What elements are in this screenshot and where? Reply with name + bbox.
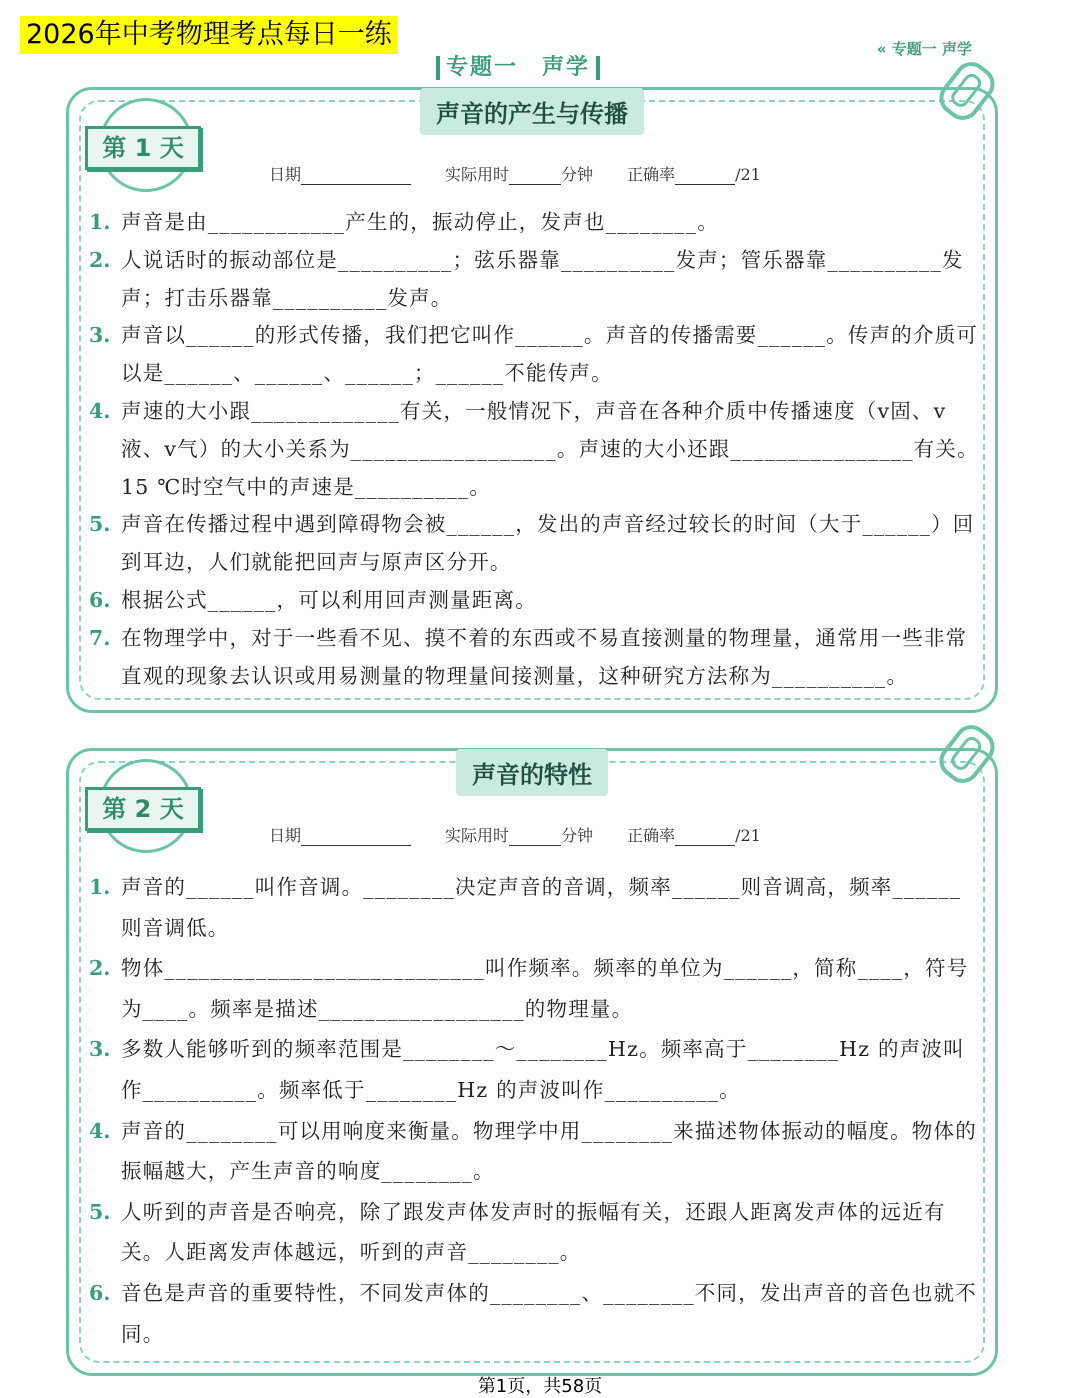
accuracy-label: 正确率 xyxy=(627,826,676,845)
time-blank[interactable] xyxy=(509,170,561,185)
question-item: 5. 声音在传播过程中遇到障碍物会被______，发出的声音经过较长的时间（大于______）回到耳边，人们就能把回声与原声区分开。 xyxy=(89,512,975,575)
question-item: 1. 声音的______叫作音调。________决定声音的音调，频率______则音调高，频率______则音调低。 xyxy=(89,875,962,940)
day1-meta xyxy=(269,162,761,185)
day1-card xyxy=(66,87,998,713)
question-item: 7. 在物理学中，对于一些看不见、摸不着的东西或不易直接测量的物理量，通常用一些非常直观的现象去认识或用易测量的物理量间接测量，这种研究方法称为__________。 xyxy=(89,625,968,688)
page-header xyxy=(430,50,606,81)
question-item: 1. 声音是由____________产生的，振动停止，发声也________。 xyxy=(89,210,719,234)
banner-title: 2026年中考物理考点每日一练 xyxy=(20,16,398,54)
time-label: 实际用时 xyxy=(445,165,510,184)
minute-label: 分钟 xyxy=(561,165,594,184)
day1-questions xyxy=(85,204,979,695)
question-item: 3. 声音以______的形式传播，我们把它叫作______。声音的传播需要______。传声的介质可以是______、______、______；______不能传声。 xyxy=(89,323,979,386)
question-item: 4. 声音的________可以用响度来衡量。物理学中用________来描述物体振动的幅度。物体的振幅越大，产生声音的响度________。 xyxy=(89,1118,977,1184)
accuracy-blank[interactable] xyxy=(675,170,735,185)
date-label: 日期 xyxy=(269,826,302,845)
header-bar-right xyxy=(596,56,600,80)
day2-badge xyxy=(85,759,201,855)
question-item: 6. 根据公式______，可以利用回声测量距离。 xyxy=(89,587,537,612)
time-label: 实际用时 xyxy=(445,826,510,845)
date-label: 日期 xyxy=(269,165,302,184)
accuracy-total: /21 xyxy=(735,165,761,184)
day1-section-title: 声音的产生与传播 xyxy=(420,88,644,135)
date-blank[interactable] xyxy=(301,170,411,185)
header-bar-left xyxy=(436,56,440,80)
header-topic: 专题一 xyxy=(446,55,519,80)
question-item: 2. 人说话时的振动部位是__________；弦乐器靠__________发声；管乐器靠__________发声；打击乐器靠__________发声。 xyxy=(89,247,964,310)
question-item: 2. 物体____________________________叫作频率。频率的单位为______，简称____，符号为____。频率是描述__________________的物理量。 xyxy=(89,956,969,1021)
question-item: 5. 人听到的声音是否响亮，除了跟发声体发声时的振幅有关，还跟人距离发声体的远近有关。人距离发声体越远，听到的声音________。 xyxy=(89,1199,946,1265)
question-item: 3. 多数人能够听到的频率范围是________～________Hz。频率高于________Hz 的声波叫作__________。频率低于________Hz 的声波叫作__________。 xyxy=(89,1037,965,1102)
header-subject: 声学 xyxy=(542,55,591,80)
day2-section-title: 声音的特性 xyxy=(456,749,608,796)
day2-card xyxy=(66,748,998,1376)
accuracy-label: 正确率 xyxy=(627,165,676,184)
question-item: 6. 音色是声音的重要特性，不同发声体的________、________不同，发出声音的音色也就不同。 xyxy=(89,1280,977,1346)
question-item: 4. 声速的大小跟_____________有关，一般情况下，声音在各种介质中传播速度（v固、v液、v气）的大小关系为__________________。声速的大小还跟________________有关。15 ℃时空气中的声速是__________。 xyxy=(89,398,979,499)
accuracy-blank[interactable] xyxy=(675,831,735,846)
day2-meta xyxy=(269,823,761,846)
date-blank[interactable] xyxy=(301,831,411,846)
corner-tag: « 专题一 声学 xyxy=(876,40,972,58)
accuracy-total: /21 xyxy=(735,826,761,845)
page-footer: 第1页，共58页 xyxy=(477,1376,603,1397)
minute-label: 分钟 xyxy=(561,826,594,845)
time-blank[interactable] xyxy=(509,831,561,846)
day1-badge-label: 第 1 天 xyxy=(85,126,201,170)
day2-questions xyxy=(85,867,979,1354)
day2-badge-label: 第 2 天 xyxy=(85,787,201,831)
day1-badge xyxy=(85,98,201,194)
